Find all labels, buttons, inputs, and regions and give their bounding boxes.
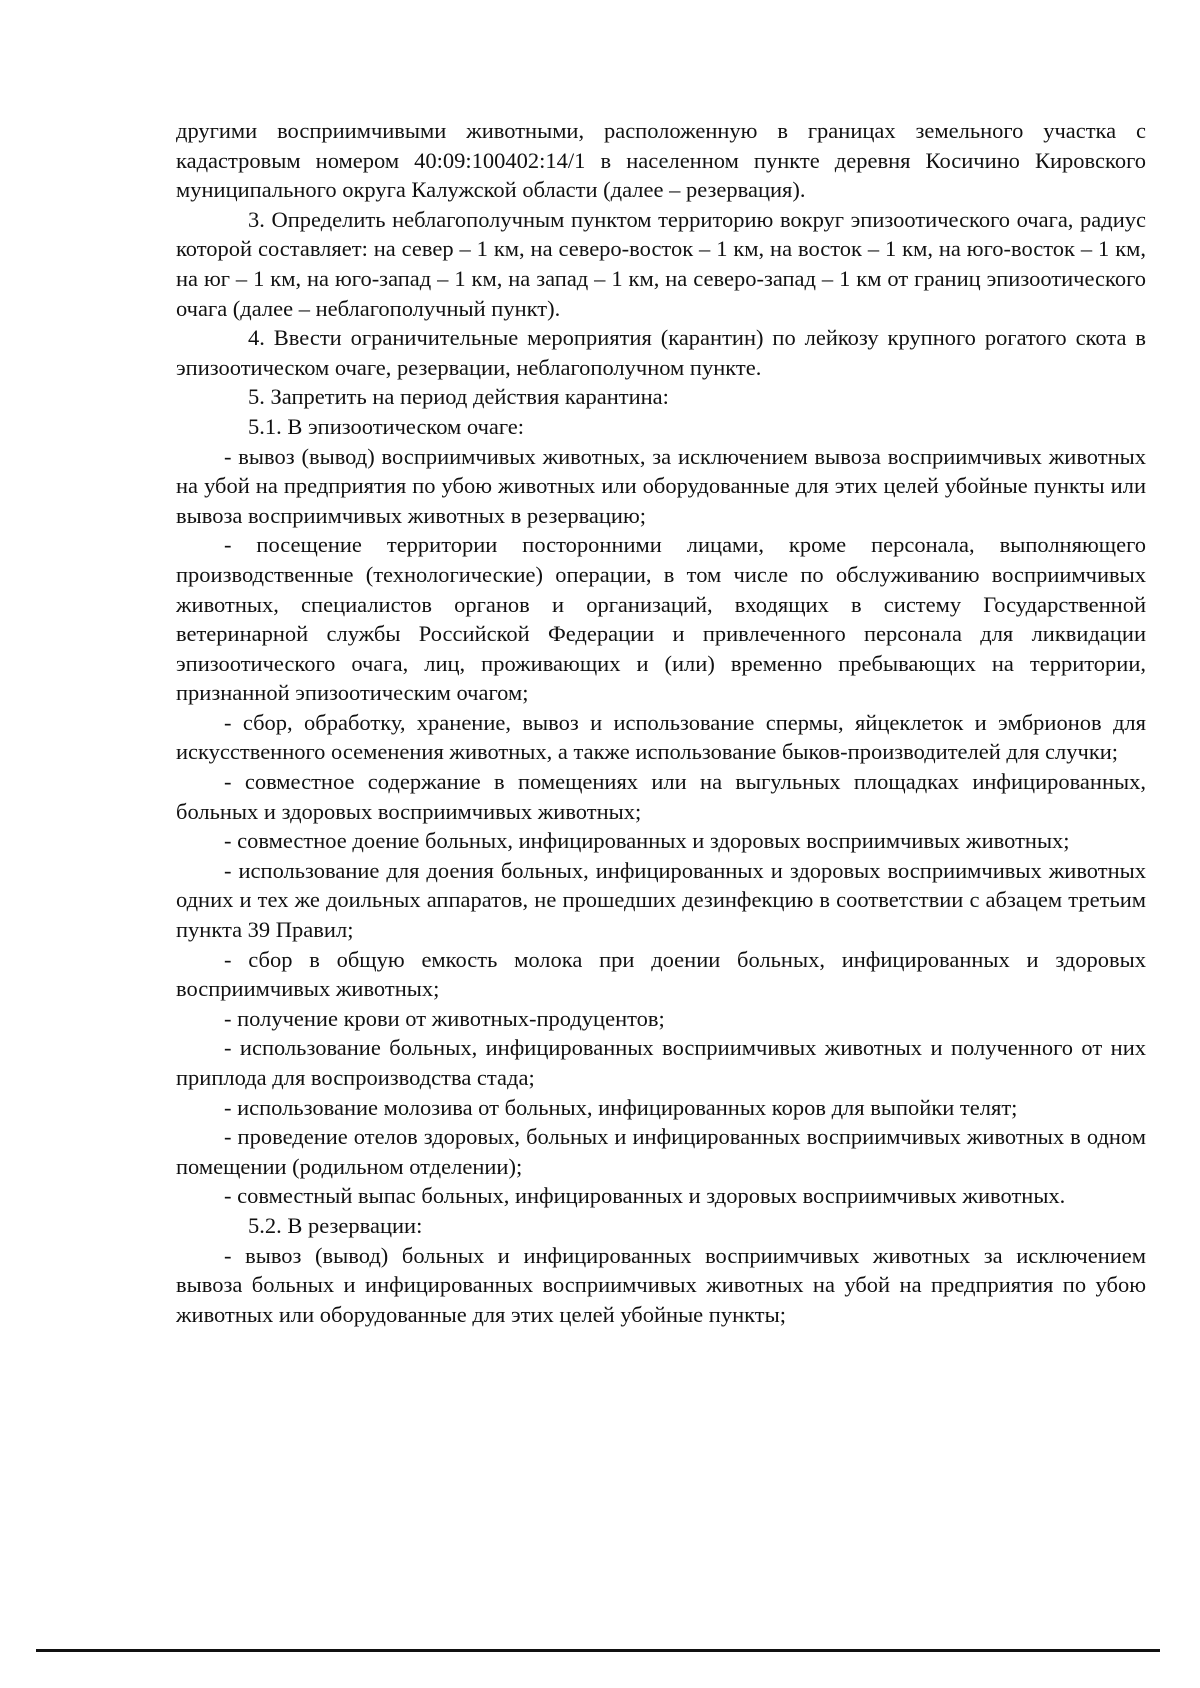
paragraph: - использование молозива от больных, инфицированных коров для выпойки телят; (224, 1094, 1018, 1120)
paragraph: другими восприимчивыми животными, расположенную в границах земельного участка с кадастровым номером 40:09:100402:14/1 в населенном пункте деревня Косичино Кировского муниципального округа Калужской области (далее – резервация). (176, 118, 1146, 203)
paragraph: - использование для доения больных, инфицированных и здоровых восприимчивых животных одних и тех же доильных аппаратов, не прошедших дезинфекцию в соответствии с абзацем третьим пункта 39 Правил; (176, 857, 1146, 943)
paragraph: 4. Ввести ограничительные мероприятия (карантин) по лейкозу крупного рогатого скота в эпизоотическом очаге, резервации, неблагополучном пункте. (176, 325, 1146, 380)
footer-rule (36, 1649, 1160, 1652)
paragraph: - совместный выпас больных, инфицированных и здоровых восприимчивых животных. (224, 1183, 1066, 1209)
paragraph: - сбор, обработку, хранение, вывоз и использование спермы, яйцеклеток и эмбрионов для искусственного осеменения животных, а также использование быков-производителей для случки; (176, 709, 1146, 765)
paragraph: - вывоз (вывод) больных и инфицированных восприимчивых животных за исключением вывоза больных и инфицированных восприимчивых животных на убой на предприятия по убою животных или оборудованные для этих целей убойные пункты; (176, 1242, 1146, 1327)
document-body (176, 116, 1146, 1329)
paragraph: - проведение отелов здоровых, больных и инфицированных восприимчивых животных в одном помещении (родильном отделении); (176, 1124, 1146, 1179)
paragraph: - использование больных, инфицированных восприимчивых животных и полученного от них приплода для воспроизводства стада; (176, 1035, 1146, 1090)
paragraph: 5.2. В резервации: (248, 1212, 423, 1238)
paragraph: 3. Определить неблагополучным пунктом территорию вокруг эпизоотического очага, радиус которой составляет: на север – 1 км, на северо-восток – 1 км, на восток – 1 км, на юго-восток – 1 км, на юг – 1 км, на юго-запад – 1 км, на запад – 1 км, на северо-запад – 1 км от границ эпизоотического очага (далее – неблагополучный пункт). (176, 206, 1146, 321)
paragraph: - вывоз (вывод) восприимчивых животных, за исключением вывоза восприимчивых животных на убой на предприятия по убою животных или оборудованные для этих целей убойные пункты или вывоза восприимчивых животных в резервацию; (176, 443, 1146, 528)
paragraph: - посещение территории посторонними лицами, кроме персонала, выполняющего производственные (технологические) операции, в том числе по обслуживанию восприимчивых животных, специалистов органов и организаций, входящих в систему Государственной ветеринарной службы Российской Федерации и привлеченного персонала для ликвидации эпизоотического очага, лиц, проживающих и (или) временно пребывающих на территории, признанной эпизоотическим очагом; (176, 532, 1146, 706)
paragraph: - совместное доение больных, инфицированных и здоровых восприимчивых животных; (224, 828, 1070, 854)
paragraph: - сбор в общую емкость молока при доении больных, инфицированных и здоровых восприимчивых животных; (176, 946, 1146, 1002)
paragraph: - получение крови от животных-продуцентов; (224, 1005, 665, 1031)
paragraph: 5.1. В эпизоотическом очаге: (248, 413, 525, 439)
paragraph: 5. Запретить на период действия карантина: (248, 384, 669, 410)
paragraph: - совместное содержание в помещениях или на выгульных площадках инфицированных, больных и здоровых восприимчивых животных; (176, 769, 1146, 824)
